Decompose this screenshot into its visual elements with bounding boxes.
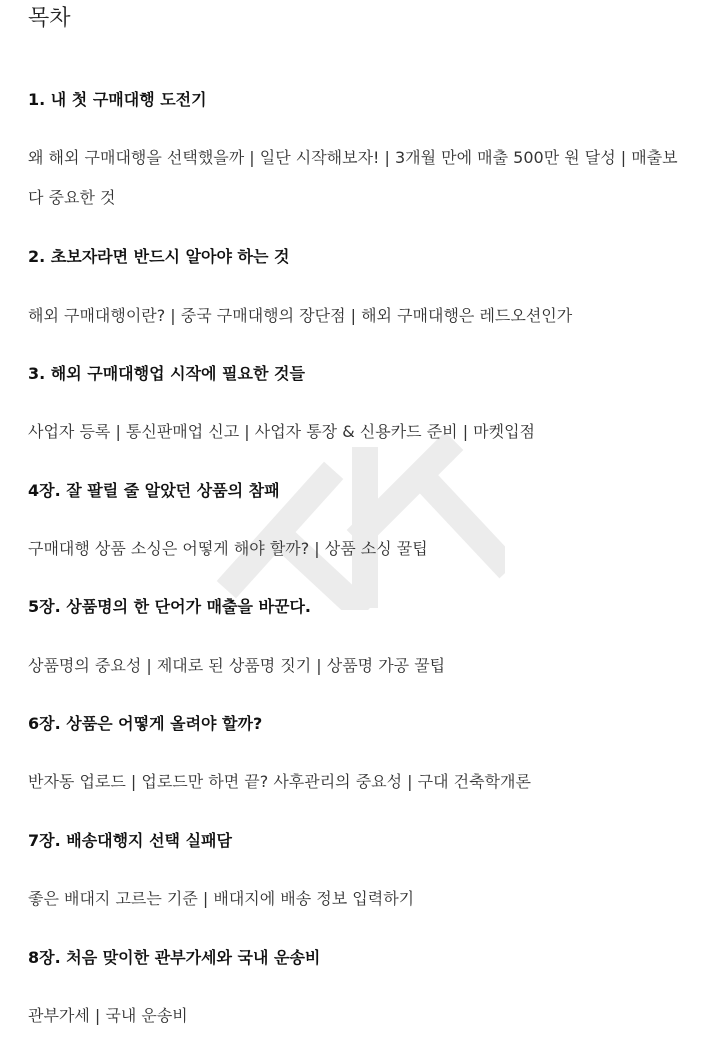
chapter-6-heading: 6장. 상품은 어떻게 올려야 할까? (28, 714, 263, 733)
chapter-4-desc: 구매대행 상품 소싱은 어떻게 해야 할까? | 상품 소싱 꿀팁 (28, 539, 428, 558)
chapter-5-desc: 상품명의 중요성 | 제대로 된 상품명 짓기 | 상품명 가공 꿀팁 (28, 656, 446, 675)
chapter-3-heading: 3. 해외 구매대행업 시작에 필요한 것들 (28, 364, 305, 383)
toc-title: 목차 (28, 6, 71, 31)
chapter-4-heading: 4장. 잘 팔릴 줄 알았던 상품의 참패 (28, 481, 280, 500)
chapter-7-heading: 7장. 배송대행지 선택 실패담 (28, 831, 232, 850)
chapter-5-heading: 5장. 상품명의 한 단어가 매출을 바꾼다. (28, 597, 311, 616)
chapter-6-desc: 반자동 업로드 | 업로드만 하면 끝? 사후관리의 중요성 | 구대 건축학개론 (28, 772, 531, 791)
chapter-1-desc: 왜 해외 구매대행을 선택했을까 | 일단 시작해보자! | 3개월 만에 매출 500만 원 달성 | 매출보다 중요한 것 (28, 148, 678, 207)
chapter-8-heading: 8장. 처음 맞이한 관부가세와 국내 운송비 (28, 948, 321, 967)
chapter-1-heading: 1. 내 첫 구매대행 도전기 (28, 90, 207, 109)
chapter-7-desc: 좋은 배대지 고르는 기준 | 배대지에 배송 정보 입력하기 (28, 889, 415, 908)
chapter-2-desc: 해외 구매대행이란? | 중국 구매대행의 장단점 | 해외 구매대행은 레드오션인가 (28, 306, 573, 325)
chapter-8-desc: 관부가세 | 국내 운송비 (28, 1006, 188, 1025)
chapter-3-desc: 사업자 등록 | 통신판매업 신고 | 사업자 통장 & 신용카드 준비 | 마켓입점 (28, 422, 535, 441)
chapter-2-heading: 2. 초보자라면 반드시 알아야 하는 것 (28, 247, 290, 266)
